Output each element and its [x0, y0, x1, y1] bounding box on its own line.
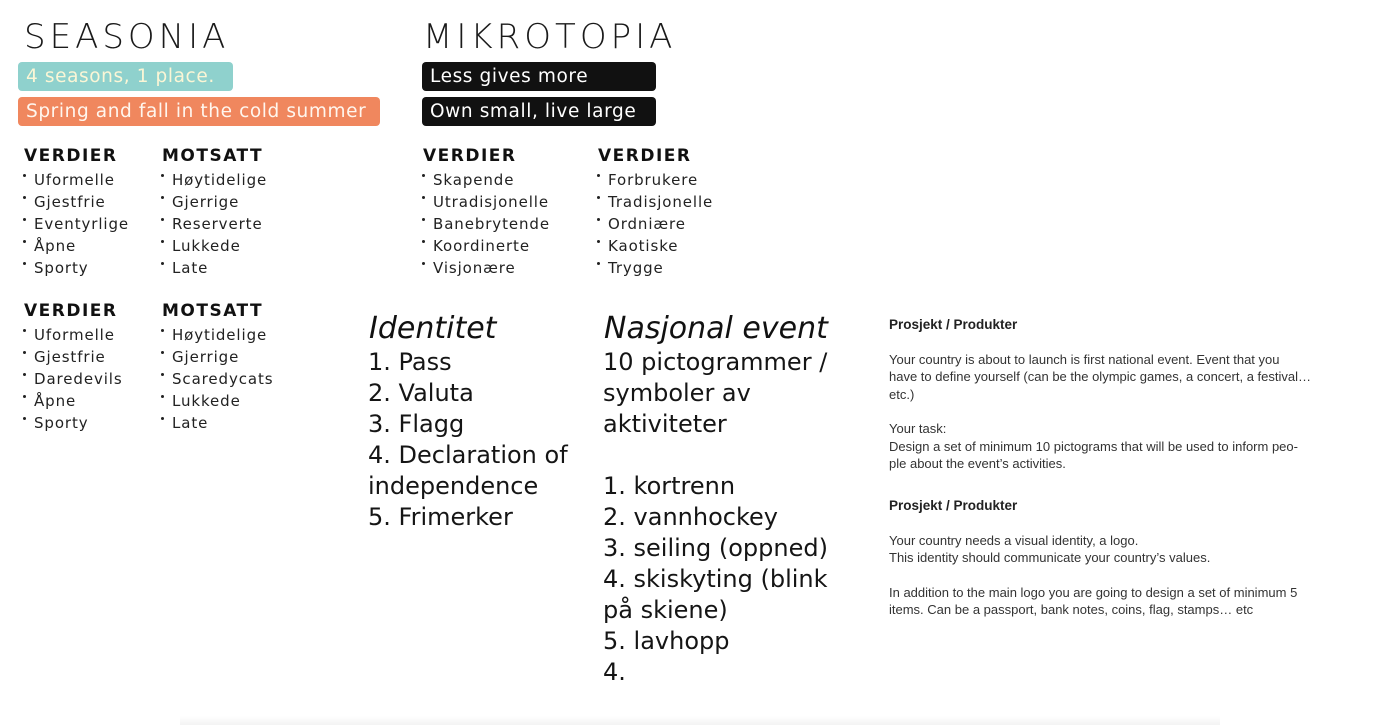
seasonia-values-list-2 [22, 324, 123, 434]
list-item: 1. kortrenn [603, 472, 736, 500]
list-item: Ordniære [596, 213, 713, 235]
identitet-title: Identitet [369, 311, 497, 346]
list-item: independence [368, 472, 539, 500]
list-item: 4. skiskyting (blink [603, 565, 828, 593]
list-item: Kaotiske [596, 235, 713, 257]
list-item: Høytidelige [160, 324, 273, 346]
list-item: Visjonære [421, 257, 550, 279]
seasonia-opposite-heading-1: MOTSATT [162, 146, 264, 166]
list-item: 10 pictogrammer / [603, 348, 828, 376]
event-activity-list [603, 471, 828, 688]
brief-text-line: Your country is about to launch is first national event. Event that you [889, 351, 1280, 367]
brief-heading: Prosjekt / Produkter [889, 498, 1018, 513]
mikrotopia-tagline-1: Less gives more [422, 62, 656, 91]
brief-text-line: etc.) [889, 386, 915, 402]
list-item: Uformelle [22, 169, 129, 191]
identitet-list [368, 347, 568, 533]
list-item: Late [160, 257, 267, 279]
list-item: Eventyrlige [22, 213, 129, 235]
list-item: 2. vannhockey [603, 503, 778, 531]
seasonia-values-heading-1: VERDIER [24, 146, 118, 166]
list-item: 3. seiling (oppned) [603, 534, 828, 562]
brief-identity [889, 497, 1379, 619]
list-item: 5. Frimerker [368, 503, 513, 531]
seasonia-opposite-list-2 [160, 324, 273, 434]
seasonia-title: SEASONIA [24, 17, 230, 57]
list-item: Lukkede [160, 390, 273, 412]
event-title: Nasjonal event [604, 311, 828, 346]
list-item: 4. [603, 658, 626, 686]
brief-task-heading: Your task: [889, 421, 947, 436]
list-item: Sporty [22, 257, 129, 279]
brief-text-line: Your country needs a visual identity, a logo. [889, 532, 1139, 548]
list-item: Åpne [22, 390, 123, 412]
list-item: Utradisjonelle [421, 191, 550, 213]
mikrotopia-values-heading-1: VERDIER [423, 146, 517, 166]
seasonia-opposite-heading-2: MOTSATT [162, 301, 264, 321]
list-item: Reserverte [160, 213, 267, 235]
list-item: Scaredycats [160, 368, 273, 390]
brief-text-line: In addition to the main logo you are going to design a set of minimum 5 [889, 584, 1298, 600]
list-item: 4. Declaration of [368, 441, 568, 469]
list-item: 3. Flagg [368, 410, 465, 438]
mikrotopia-tagline-2: Own small, live large [422, 97, 656, 126]
seasonia-values-list-1 [22, 169, 129, 279]
list-item: Sporty [22, 412, 123, 434]
list-item: Koordinerte [421, 235, 550, 257]
list-item: symboler av [603, 379, 751, 407]
list-item: Uformelle [22, 324, 123, 346]
brief-event [889, 316, 1379, 473]
list-item: 2. Valuta [368, 379, 474, 407]
seasonia-tagline-1: 4 seasons, 1 place. [18, 62, 233, 91]
list-item: Daredevils [22, 368, 123, 390]
brief-heading: Prosjekt / Produkter [889, 317, 1018, 332]
list-item: 5. lavhopp [603, 627, 730, 655]
seasonia-opposite-list-1 [160, 169, 267, 279]
mikrotopia-values-heading-2: VERDIER [598, 146, 692, 166]
list-item: aktiviteter [603, 410, 727, 438]
list-item: Tradisjonelle [596, 191, 713, 213]
list-item: Gjestfrie [22, 191, 129, 213]
list-item: Skapende [421, 169, 550, 191]
list-item: på skiene) [603, 596, 728, 624]
mikrotopia-values-list-1 [421, 169, 550, 279]
bottom-shadow [180, 716, 1220, 725]
list-item: Trygge [596, 257, 713, 279]
list-item: 1. Pass [368, 348, 452, 376]
list-item: Gjerrige [160, 191, 267, 213]
brief-text-line: items. Can be a passport, bank notes, coins, flag, stamps… etc [889, 602, 1254, 617]
event-intro [603, 347, 827, 440]
list-item: Banebrytende [421, 213, 550, 235]
brief-text-line: Design a set of minimum 10 pictograms that will be used to inform peo- [889, 438, 1298, 454]
brief-text-line: have to define yourself (can be the olympic games, a concert, a festival… [889, 369, 1311, 384]
list-item: Lukkede [160, 235, 267, 257]
mikrotopia-title: MIKROTOPIA [423, 17, 677, 57]
list-item: Gjestfrie [22, 346, 123, 368]
mikrotopia-values-list-2 [596, 169, 713, 279]
list-item: Gjerrige [160, 346, 273, 368]
list-item: Høytidelige [160, 169, 267, 191]
seasonia-tagline-2: Spring and fall in the cold summer [18, 97, 380, 126]
list-item: Forbrukere [596, 169, 713, 191]
list-item: Late [160, 412, 273, 434]
brief-text-line: This identity should communicate your country’s values. [889, 550, 1211, 565]
list-item: Åpne [22, 235, 129, 257]
brief-text-line: ple about the event’s activities. [889, 456, 1066, 471]
seasonia-values-heading-2: VERDIER [24, 301, 118, 321]
